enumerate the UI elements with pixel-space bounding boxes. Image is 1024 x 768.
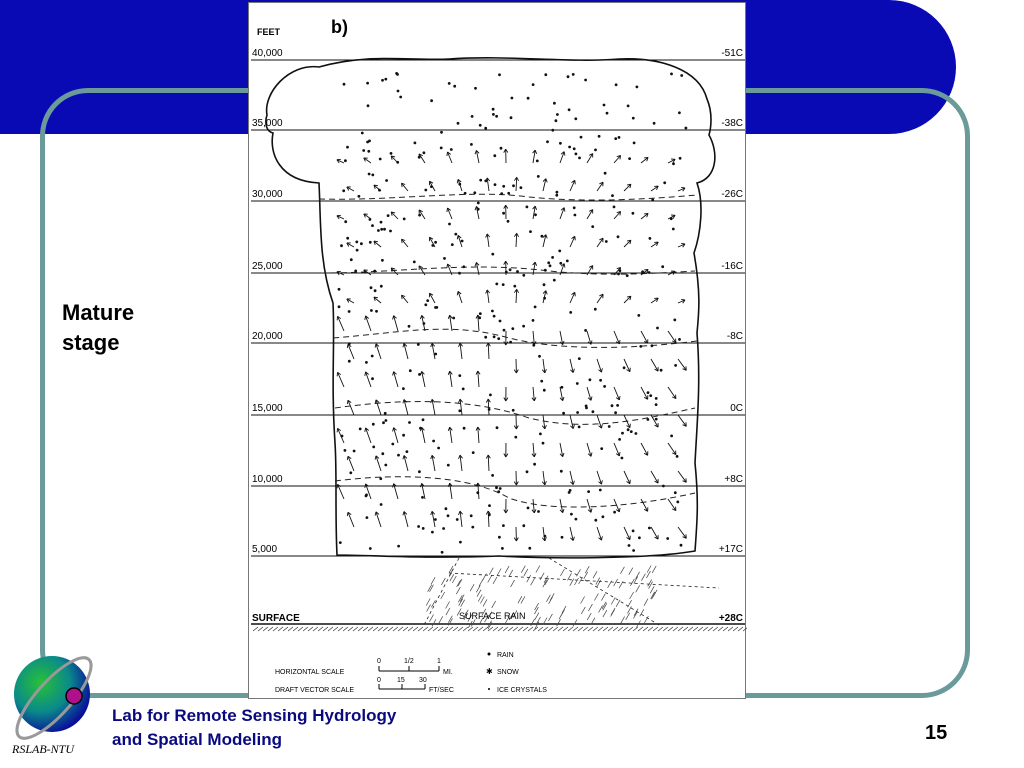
horizontal-scale-tick: 1 — [437, 658, 441, 665]
horizontal-scale-unit: MI. — [443, 669, 453, 676]
temperature-label: -16C — [721, 261, 743, 272]
temperature-label: -26C — [721, 189, 743, 200]
horizontal-scale-tick: 0 — [377, 658, 381, 665]
stage-label: Mature stage — [62, 300, 135, 355]
storm-cloud-drawing — [251, 58, 747, 631]
ice-crystal-symbol — [488, 688, 490, 690]
altitude-label: 40,000 — [252, 48, 283, 59]
temperature-label: +17C — [718, 544, 743, 555]
diagram-canvas — [249, 3, 747, 700]
altitude-label: 35,000 — [252, 118, 283, 129]
legend-symbol-label: SNOW — [497, 669, 519, 676]
altitude-label: SURFACE — [252, 613, 300, 624]
surface-rain-label: SURFACE RAIN — [459, 611, 526, 621]
temperature-label: +28C — [718, 613, 743, 624]
logo-text: RSLAB-NTU — [12, 742, 75, 756]
snow-symbol: ✱ — [486, 667, 493, 676]
altitude-label: 25,000 — [252, 261, 283, 272]
temperature-label: -8C — [726, 331, 743, 342]
temperature-label: -51C — [721, 48, 743, 59]
draft-scale-tick: 15 — [397, 677, 405, 684]
altitude-label: 15,000 — [252, 403, 283, 414]
altitude-label: 5,000 — [252, 544, 278, 555]
footer-lab-name-line1: Lab for Remote Sensing Hydrology — [112, 706, 397, 725]
page-number: 15 — [925, 722, 948, 744]
horizontal-scale-tick: 1/2 — [404, 658, 414, 665]
legend-symbol-label: ICE CRYSTALS — [497, 687, 547, 694]
footer-lab-name-line2: and Spatial Modeling — [112, 730, 283, 749]
draft-scale-tick: 0 — [377, 677, 381, 684]
altitude-label: 30,000 — [252, 189, 283, 200]
horizontal-scale-label: HORIZONTAL SCALE — [275, 669, 345, 676]
thunderstorm-diagram — [248, 2, 746, 699]
draft-vector-scale-label: DRAFT VECTOR SCALE — [275, 687, 355, 694]
rain-symbol — [488, 653, 491, 656]
panel-label: b) — [331, 17, 348, 37]
axis-unit-label: FEET — [257, 27, 281, 37]
rslab-globe-logo — [6, 642, 102, 746]
scale-legend — [275, 652, 547, 694]
temperature-label: 0C — [730, 403, 743, 414]
altitude-label: 10,000 — [252, 474, 283, 485]
draft-scale-unit: FT/SEC — [429, 687, 454, 694]
draft-scale-tick: 30 — [419, 677, 427, 684]
temperature-label: -38C — [721, 118, 743, 129]
altitude-label: 20,000 — [252, 331, 283, 342]
temperature-label: +8C — [724, 474, 743, 485]
legend-symbol-label: RAIN — [497, 652, 514, 659]
